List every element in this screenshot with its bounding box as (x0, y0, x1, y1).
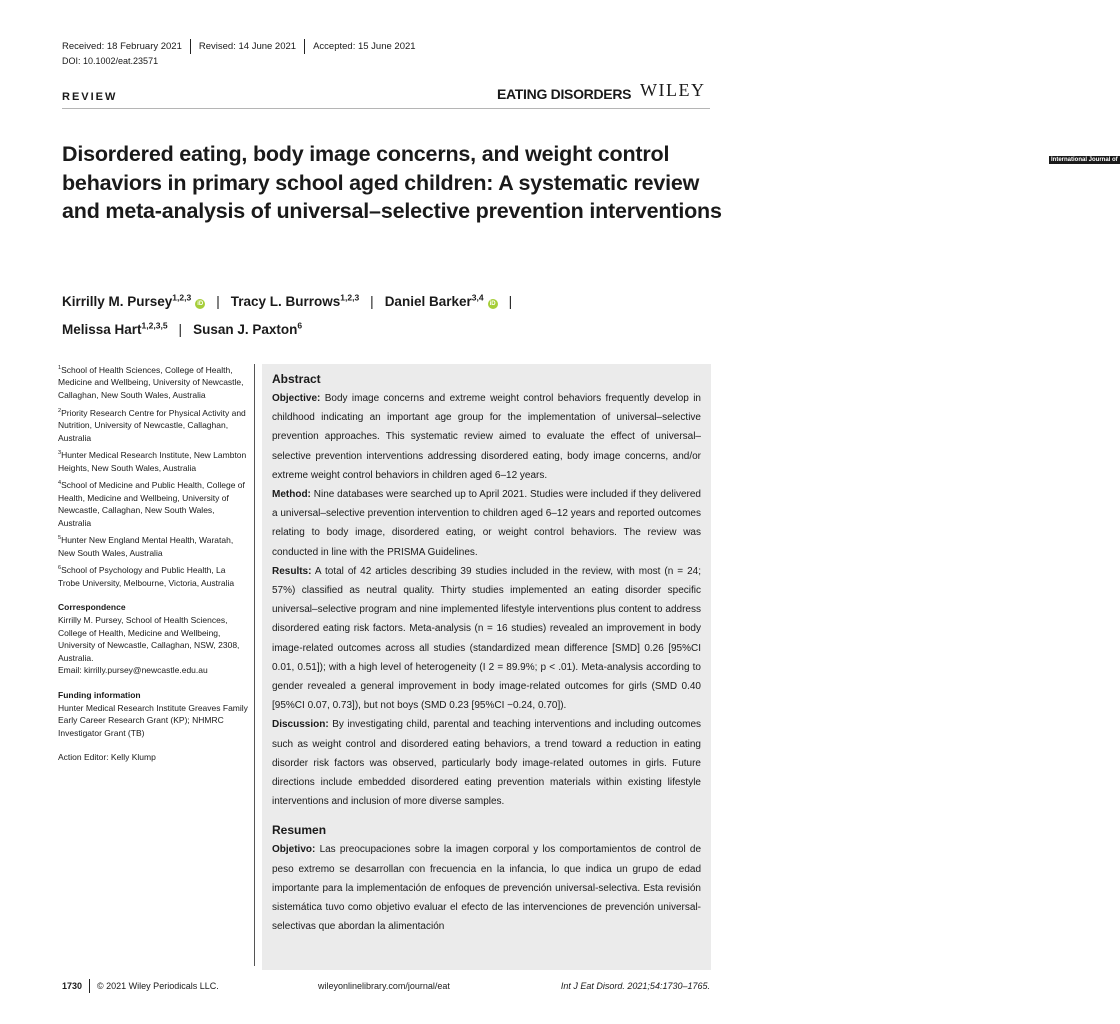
column-divider (254, 364, 255, 966)
article-title: Disordered eating, body image concerns, and weight control behaviors in primary school aged children: A systematic review and meta-analysis of universal–selective prevention interventions (62, 142, 722, 223)
page-footer (62, 979, 710, 993)
affiliation: $^1$School of Health Sciences, College of Health, Medicine and Wellbeing, University of Newcastle, Callaghan, New South Wales, Australia (58, 364, 244, 401)
correspondence-heading: Correspondence (58, 602, 126, 613)
doi[interactable]: DOI: 10.1002/eat.23571 (62, 56, 159, 66)
author[interactable]: Melissa Hart$^{1,2,3,5}$ (62, 320, 168, 337)
author-separator: | (178, 322, 183, 337)
author-separator: | (508, 293, 513, 309)
author[interactable]: Tracy L. Burrows$^{1,2,3}$ (230, 292, 360, 309)
abstract-method: Method: Nine databases were searched up to April 2021. Studies were included if they delivered a universal–selective prevention intervention to children aged 6–12 years and reported outcomes relating to body image, disordered eating, or weight control behaviors. The review was conducted in line with the PRISMA Guidelines. (272, 489, 701, 558)
publisher-logo: WILEY (640, 80, 706, 100)
correspondence-email[interactable]: Email: kirrilly.pursey@newcastle.edu.au (58, 665, 208, 676)
correspondence-address: Kirrilly M. Pursey, School of Health Sciences, College of Health, Medicine and Wellbeing, University of Newcastle, Callaghan, NSW, 2308, Australia. (58, 615, 240, 663)
abstract-discussion: Discussion: By investigating child, parental and teaching interventions and including outcomes such as weight control and disordered eating behaviors, a trend toward a reduction in eating disorder risk factors was observed, particularly body image-related outomes in girls. Future directions include embedded disordered eating prevention materials within existing lifestyle interventions and inclusion of more diverse samples. (272, 719, 702, 808)
received-date: Received: 18 February 2021 (62, 41, 182, 52)
abstract-box (262, 364, 711, 970)
page-number: 1730 (62, 981, 83, 991)
author[interactable]: Daniel Barker$^{3,4}$ (384, 292, 484, 309)
orcid-icon[interactable]: iD (197, 300, 204, 307)
citation: Int J Eat Disord. 2021;54:1730–1765. (560, 981, 710, 991)
article-sidebar (58, 362, 248, 764)
revised-date: Revised: 14 June 2021 (198, 41, 297, 52)
date-divider (304, 39, 305, 54)
abstract-objective: Objective: Body image concerns and extreme weight control behaviors frequently develop in childhood indicating an important age group for the implementation of universal–selective prevention approaches. This systematic review aimed to evaluate the effect of universal–selective prevention interventions addressing disordered eating, body image concerns, and/or extreme weight control behaviors in children aged 6–12 years. (272, 393, 701, 481)
date-divider (190, 39, 191, 54)
affiliation: $^3$Hunter Medical Research Institute, New Lambton Heights, New South Wales, Australia (58, 450, 247, 473)
funding-heading: Funding information (58, 690, 141, 701)
resumen-objetivo: Objetivo: Las preocupaciones sobre la imagen corporal y los comportamientos de control de peso extremo se desarrollan con frecuencia en la infancia, lo que indica un grupo de edad importante para la implementación de enfoques de prevención universal-selectiva. Esta revisión sistemática tuvo como objetivo evaluar el efecto de las intervenciones de prevención universal-selectivas que abordan la alimentación (272, 844, 702, 933)
affiliation: $^6$School of Psychology and Public Health, La Trobe University, Melbourne, Victoria, Australia (58, 565, 235, 588)
footer-divider (89, 979, 90, 993)
affiliation: $^4$School of Medicine and Public Health, College of Health, Medicine and Wellbeing, University of Newcastle, Callaghan, New South Wales, Australia (58, 480, 245, 528)
section-label: REVIEW (62, 91, 118, 103)
accepted-date: Accepted: 15 June 2021 (313, 41, 416, 52)
journal-logo-title: EATING DISORDERS (497, 86, 632, 102)
abstract-results: Results: A total of 42 articles describing 39 studies included in the review, with most (n = 24; 57%) classified as neutral quality. Thirty studies implemented an eating disorder specific universal–selective program and nine implemented lifestyle interventions plus content to address disordered eating risk factors. Meta-analysis (n = 16 studies) revealed an improvement in body image-related outcomes across all studies (standardized mean difference [SMD] 0.26 [95%CI 0.01, 0.51]); with a high level of heterogeneity (I 2 = 89.9%; p < .01). Meta-analysis according to gender revealed a general improvement in body image-related outcomes for girls (SMD 0.40 [95%CI 0.07, 0.73]), but not boys (SMD 0.23 [95%CI −0.24, 0.70]). (272, 565, 701, 712)
header-divider (62, 108, 710, 109)
resumen-heading: Resumen (272, 823, 327, 838)
author-separator: | (370, 293, 374, 309)
affiliation: $^5$Hunter New England Mental Health, Waratah, New South Wales, Australia (58, 535, 234, 558)
journal-url[interactable]: wileyonlinelibrary.com/journal/eat (318, 981, 450, 991)
copyright: © 2021 Wiley Periodicals LLC. (97, 981, 219, 991)
abstract-heading: Abstract (272, 372, 321, 386)
funding-text: Hunter Medical Research Institute Greaves Family Early Career Research Grant (KP); NHMRC Investigator Grant (TB) (58, 702, 248, 738)
affiliation: $^2$Priority Research Centre for Physical Activity and Nutrition, University of Newcastle, Callaghan, Australia (58, 407, 246, 443)
article-dates (62, 39, 416, 54)
action-editor: Action Editor: Kelly Klump (58, 752, 156, 763)
author-list (62, 285, 722, 342)
author-separator: | (216, 293, 220, 309)
orcid-icon[interactable]: iD (489, 300, 496, 307)
author[interactable]: Kirrilly M. Pursey$^{1,2,3}$ (62, 292, 192, 309)
author[interactable]: Susan J. Paxton$^6$ (193, 320, 303, 337)
journal-logo-subtitle: International Journal of (1051, 157, 1118, 163)
